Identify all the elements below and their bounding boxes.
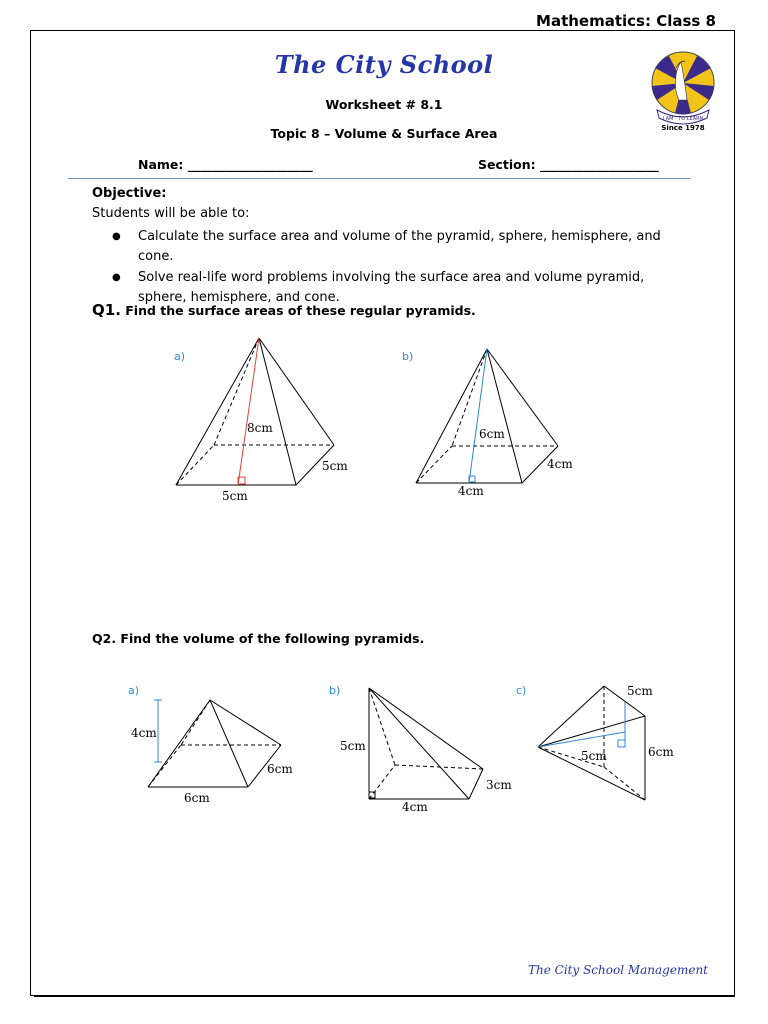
q1a-label: a) (174, 350, 186, 363)
q2b-side-length: 3cm (486, 778, 512, 792)
q1-text: Find the surface areas of these regular pyramids. (125, 303, 476, 318)
objective-item: ● Calculate the surface area and volume of the pyramid, sphere, hemisphere, and cone. (112, 227, 692, 267)
objective-title: Objective: (92, 186, 167, 201)
q1-number: Q1. (92, 301, 121, 319)
q1a-pyramid (176, 338, 334, 485)
q2a-height: 4cm (131, 726, 157, 740)
footer-text: The City School Management (528, 963, 708, 977)
q1b-base-length: 4cm (458, 484, 484, 498)
q2c-height: 6cm (648, 745, 674, 759)
objective-intro: Students will be able to: (92, 206, 250, 221)
name-field[interactable]: Name: ____________________ (138, 157, 313, 172)
q1b-slant-height: 6cm (479, 427, 505, 441)
logo-since: Since 1978 (661, 124, 705, 132)
objective-item: ● Solve real-life word problems involving the surface area and volume pyramid, sphere, hemisphere, and cone. (112, 268, 692, 308)
q2c-top-length: 5cm (627, 684, 653, 698)
q2b-base-length: 4cm (402, 800, 428, 814)
q1b-side-length: 4cm (547, 457, 573, 471)
logo-motto: I AM · TO LEARN (662, 116, 704, 122)
section-field[interactable]: Section: ___________________ (478, 157, 659, 172)
school-name: The City School (274, 50, 494, 79)
q2b-label: b) (329, 684, 341, 697)
q2b-pyramid (369, 688, 483, 799)
q1b-pyramid (416, 349, 558, 483)
q2a-pyramid (148, 700, 281, 787)
q2a-base-length: 6cm (184, 791, 210, 805)
q2-title: Q2. Find the volume of the following pyramids. (92, 631, 425, 646)
q1b-label: b) (402, 350, 414, 363)
q2c-pyramid (538, 686, 645, 800)
q1a-slant-height: 8cm (247, 421, 273, 435)
worksheet-topic: Topic 8 – Volume & Surface Area (270, 126, 498, 141)
subject-title: Mathematics: Class 8 (536, 12, 716, 30)
q2b-height: 5cm (340, 739, 366, 753)
q2a-side-length: 6cm (267, 762, 293, 776)
q1a-side-length: 5cm (322, 459, 348, 473)
q2a-label: a) (128, 684, 140, 697)
q2c-label: c) (516, 684, 527, 697)
q1a-base-length: 5cm (222, 489, 248, 503)
worksheet-number: Worksheet # 8.1 (325, 97, 443, 112)
q2c-inner-length: 5cm (581, 749, 607, 763)
